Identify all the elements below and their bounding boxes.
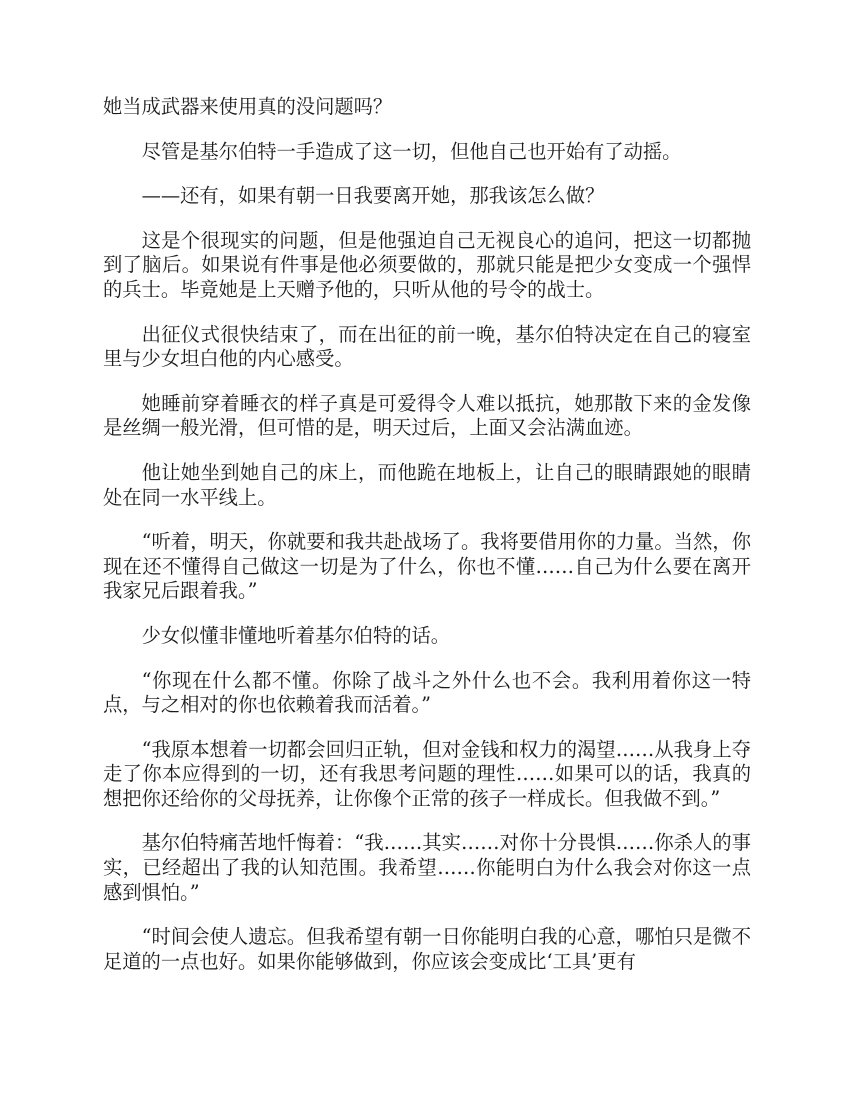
paragraph: 她睡前穿着睡衣的样子真是可爱得令人难以抵抗，她那散下来的金发像是丝绸一般光滑，但可惜的是，明天过后，上面又会沾满血迹。 bbox=[103, 391, 751, 440]
body-text bbox=[103, 95, 751, 994]
paragraph: 出征仪式很快结束了，而在出征的前一晚，基尔伯特决定在自己的寝室里与少女坦白他的内心感受。 bbox=[103, 322, 751, 371]
paragraph: “你现在什么都不懂。你除了战斗之外什么也不会。我利用着你这一特点，与之相对的你也依赖着我而活着。” bbox=[103, 668, 751, 717]
paragraph: “时间会使人遗忘。但我希望有朝一日你能明白我的心意，哪怕只是微不足道的一点也好。如果你能够做到，你应该会变成比‘工具’更有 bbox=[103, 925, 751, 973]
paragraph: 少女似懂非懂地听着基尔伯特的话。 bbox=[141, 623, 451, 647]
paragraph: “听着，明天，你就要和我共赴战场了。我将要借用你的力量。当然，你现在还不懂得自己做这一切是为了什么，你也不懂……自己为什么要在离开我家兄后跟着我。” bbox=[103, 530, 751, 603]
paragraph: ——还有，如果有朝一日我要离开她，那我该怎么做？ bbox=[141, 184, 605, 208]
paragraph: 尽管是基尔伯特一手造成了这一切，但他自己也开始有了动摇。 bbox=[141, 139, 682, 163]
paragraph: 他让她坐到她自己的床上，而他跪在地板上，让自己的眼睛跟她的眼睛处在同一水平线上。 bbox=[103, 460, 751, 509]
paragraph: 这是个很现实的问题，但是他强迫自己无视良心的追问，把这一切都抛到了脑后。如果说有件事是他必须要做的，那就只能是把少女变成一个强悍的兵士。毕竟她是上天赠予他的，只听从他的号令的战士。 bbox=[103, 228, 751, 301]
paragraph: “我原本想着一切都会回归正轨，但对金钱和权力的渴望……从我身上夺走了你本应得到的一切，还有我思考问题的理性……如果可以的话，我真的想把你还给你的父母抚养，让你像个正常的孩子一样成长。但我做不到。” bbox=[103, 737, 751, 810]
paragraph-continuation: 她当成武器来使用真的没问题吗？ bbox=[103, 95, 393, 118]
paragraph: 基尔伯特痛苦地忏悔着：“我……其实……对你十分畏惧……你杀人的事实，已经超出了我的认知范围。我希望……你能明白为什么我会对你这一点感到惧怕。” bbox=[103, 831, 751, 904]
